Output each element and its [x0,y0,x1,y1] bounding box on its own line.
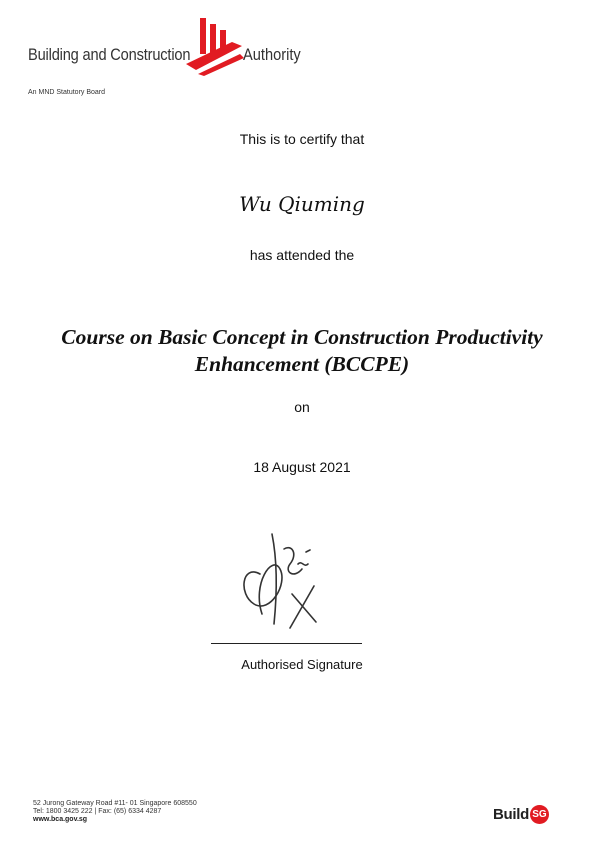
buildsg-logo-word: Build [493,805,529,823]
footer-contact [33,800,197,824]
header [28,16,328,106]
signature-label: Authorised Signature [241,657,363,672]
footer-address: 52 Jurong Gateway Road #11- 01 Singapore 608550 [33,800,197,807]
org-name-right: Authority [243,45,301,64]
buildsg-logo-badge: SG [530,805,549,824]
statutory-board-label: An MND Statutory Board [28,89,106,96]
buildsg-logo [493,803,549,825]
footer-phone-fax: Tel: 1800 3425 222 | Fax: (65) 6334 4287 [33,808,162,815]
course-date: 18 August 2021 [253,459,351,475]
course-title-line-2: Enhancement (BCCPE) [194,352,410,376]
org-name-left: Building and Construction [28,45,191,64]
certify-statement: This is to certify that [239,131,365,147]
signature-line [211,643,362,644]
attended-statement: has attended the [249,247,355,263]
recipient-name: Wu Qiuming [239,192,365,216]
footer-website: www.bca.gov.sg [33,816,88,823]
bca-logo-icon [182,16,246,76]
on-word: on [294,399,310,415]
course-title-line-1: Course on Basic Concept in Construction Productivity [61,325,543,349]
handwritten-signature-icon [232,524,322,639]
